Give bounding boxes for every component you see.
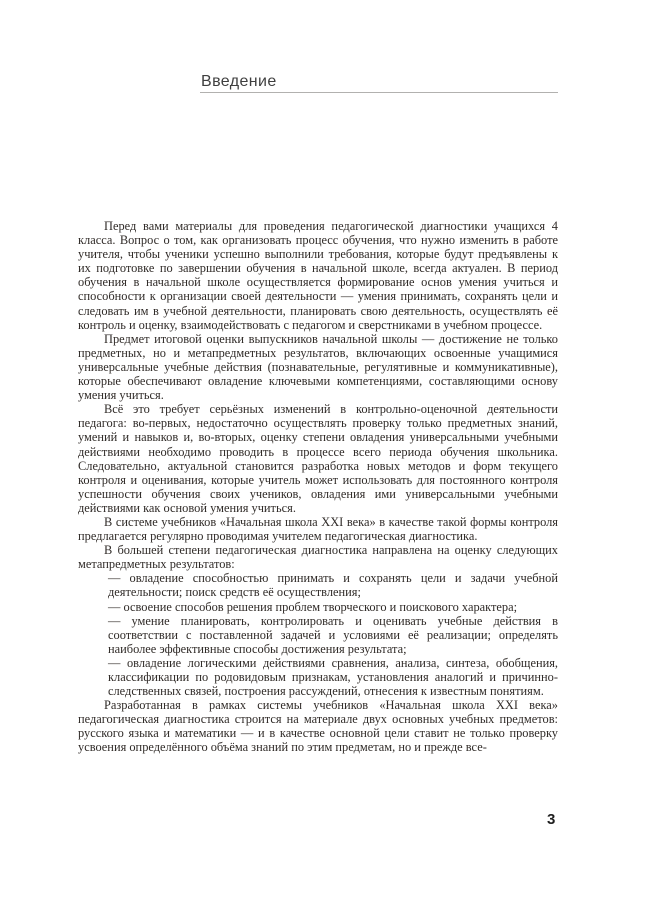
paragraph: Разработанная в рамках системы учебников «Начальная школа XXI века» педагогическая диагностика строится на материале двух основных учебных предметов: русского языка и математики — и в качестве основной цели ставит не только проверку усвоения определённого объёма знаний по этим предметам, но и прежде все- bbox=[78, 698, 558, 755]
bullet-item: — овладение способностью принимать и сохранять цели и задачи учебной деятельности; поиск средств её осуществления; bbox=[108, 571, 558, 600]
paragraph: В большей степени педагогическая диагностика направлена на оценку следующих метапредметных результатов: bbox=[78, 543, 558, 572]
page-title: Введение bbox=[201, 73, 277, 90]
title-underline-rule bbox=[200, 92, 558, 93]
bullet-item: — овладение логическими действиями сравнения, анализа, синтеза, обобщения, классификации по родовидовым признакам, установления аналогий и причинно-следственных связей, построения рассуждений, отнесения к известным понятиям. bbox=[108, 655, 558, 699]
paragraph: Предмет итоговой оценки выпускников начальной школы — достижение не только предметных, но и метапредметных результатов, включающих освоенные учащимися универсальные учебные действия (познавательные, регулятивные и коммуникативные), которые обеспечивают овладение ключевыми компетенциями, составляющими основу умения учиться. bbox=[78, 331, 558, 403]
paragraph: В системе учебников «Начальная школа XXI века» в качестве такой формы контроля предлагается регулярно проводимая учителем педагогическая диагностика. bbox=[78, 514, 558, 544]
page-number: 3 bbox=[547, 811, 556, 828]
bullet-item: — умение планировать, контролировать и оценивать учебные действия в соответствии с поставленной задачей и условиями её реализации; определять наиболее эффективные способы достижения результата; bbox=[108, 613, 558, 656]
paragraph: Перед вами материалы для проведения педагогической диагностики учащихся 4 класса. Вопрос о том, как организовать процесс обучения, что нужно изменить в работе учителя, чтобы ученики успешно выполнили требования, которые будут предъявлены к их подготовке по завершении обучения в начальной школе, всегда актуален. В период обучения в начальной школе осуществляется формирование основ умения учиться и способности к организации своей деятельности — умения принимать, сохранять цели и следовать им в учебной деятельности, планировать свою деятельность, осуществлять её контроль и оценку, взаимодействовать с педагогом и сверстниками в учебном процессе. bbox=[78, 219, 558, 332]
body-text-column bbox=[78, 219, 558, 755]
bullet-item: — освоение способов решения проблем творческого и поискового характера; bbox=[108, 599, 518, 614]
paragraph: Всё это требует серьёзных изменений в контрольно-оценочной деятельности педагога: во-первых, недостаточно осуществлять проверку только предметных знаний, умений и навыков и, во-вторых, оценку степени овладения универсальными учебными действиями необходимо проводить в процессе всего периода обучения школьника. Следовательно, актуальной становится разработка новых методов и форм текущего контроля и оценивания, которые учитель может использовать для постоянного контроля успешности обучения своих учеников, овладения ими универсальными учебными действиями как основой умения учиться. bbox=[78, 402, 558, 515]
